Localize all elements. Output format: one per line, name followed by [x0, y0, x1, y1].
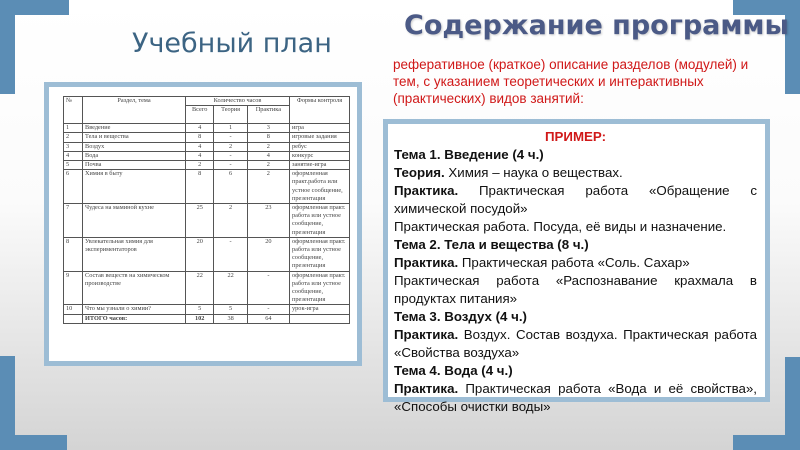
theme-2-practice [394, 254, 757, 272]
table-row [64, 271, 350, 305]
corner-decoration-bottom-right [733, 435, 800, 450]
cell-practice: 4 [247, 151, 289, 160]
practice-label: Практика. [394, 327, 459, 342]
cell-total: 8 [186, 170, 214, 204]
cell-practice: 3 [247, 124, 289, 133]
cell-num: 8 [64, 237, 83, 271]
cell-total: 4 [186, 124, 214, 133]
program-content-box [383, 119, 770, 414]
practice-label: Практика. [394, 183, 459, 198]
theme-1-theory [394, 164, 757, 182]
cell-total: 25 [186, 204, 214, 238]
cell-topic: Тела и вещества [83, 133, 186, 142]
cell-theory: 1 [214, 124, 247, 133]
table-row [64, 305, 350, 314]
cell-control: урок-игра [290, 305, 350, 314]
theme-1-title: Тема 1. Введение (4 ч.) [394, 147, 544, 162]
curriculum-table [63, 96, 350, 324]
cell-control: ребус [290, 142, 350, 151]
total-hours: 102 [186, 314, 214, 323]
cell-topic: Воздух [83, 142, 186, 151]
cell-topic: Введение [83, 124, 186, 133]
cell-theory: 2 [214, 142, 247, 151]
cell-topic: Вода [83, 151, 186, 160]
cell-topic: Состав веществ на химическом производстве [83, 271, 186, 305]
cell-theory: - [214, 133, 247, 142]
cell-num: 7 [64, 204, 83, 238]
left-title: Учебный план [132, 28, 332, 59]
cell-num [64, 314, 83, 323]
example-label: ПРИМЕР: [544, 129, 607, 144]
cell-control: оформленная практ.работа или устное сообщение, презентация [290, 170, 350, 204]
cell-practice: - [247, 305, 289, 314]
theme-3-title: Тема 3. Воздух (4 ч.) [394, 309, 527, 324]
corner-decoration-top-left-vertical [0, 0, 15, 94]
table-row [64, 133, 350, 142]
theme-2-title: Тема 2. Тела и вещества (8 ч.) [394, 237, 589, 252]
practice-text: Практическая работа «Вода и её свойства», «Способы очистки воды» [394, 381, 757, 414]
cell-num: 6 [64, 170, 83, 204]
right-title: Содержание программы [404, 10, 789, 41]
table-row [64, 204, 350, 238]
cell-control: занятие-игра [290, 161, 350, 170]
header-theory: Теория [214, 106, 247, 124]
header-topic: Раздел, тема [83, 97, 186, 124]
total-label: ИТОГО часов: [83, 314, 186, 323]
table-row [64, 237, 350, 271]
cell-num: 10 [64, 305, 83, 314]
practice-label: Практика. [394, 381, 459, 396]
cell-num: 5 [64, 161, 83, 170]
cell-practice: 2 [247, 170, 289, 204]
cell-num: 9 [64, 271, 83, 305]
cell-total: 4 [186, 142, 214, 151]
cell-control [290, 314, 350, 323]
cell-control: оформленная практ. работа или устное сообщение, презентация [290, 204, 350, 238]
cell-control: оформленная практ. работа или устное сообщение, презентация [290, 237, 350, 271]
cell-theory: - [214, 151, 247, 160]
cell-practice: 23 [247, 204, 289, 238]
header-hours: Количество часов [186, 97, 290, 106]
cell-total: 2 [186, 161, 214, 170]
cell-topic: Почва [83, 161, 186, 170]
table-row [64, 124, 350, 133]
theme-4-practice [394, 380, 757, 416]
practice-text: Практическая работа «Обращение с химической посудой» [394, 183, 757, 216]
cell-practice: 2 [247, 161, 289, 170]
header-num: № [64, 97, 83, 124]
cell-theory: 6 [214, 170, 247, 204]
cell-topic: Что мы узнали о химии? [83, 305, 186, 314]
cell-control: оформленная практ. работа или устное сообщение, презентация [290, 271, 350, 305]
cell-topic: Химия в быту [83, 170, 186, 204]
cell-total: 22 [186, 271, 214, 305]
header-practice: Практика [247, 106, 289, 124]
curriculum-table-image [44, 82, 362, 366]
theme-1-extra: Практическая работа. Посуда, её виды и назначение. [394, 219, 727, 234]
cell-num: 2 [64, 133, 83, 142]
corner-decoration-bottom-left [0, 435, 67, 450]
total-practice: 64 [247, 314, 289, 323]
theme-2-extra: Практическая работа «Распознавание крахмала в продуктах питания» [394, 273, 757, 306]
cell-theory: 22 [214, 271, 247, 305]
theme-1-practice [394, 182, 757, 218]
theme-4-title: Тема 4. Вода (4 ч.) [394, 363, 513, 378]
cell-total: 5 [186, 305, 214, 314]
cell-control: игровые задания [290, 133, 350, 142]
practice-label: Практика. [394, 255, 459, 270]
cell-theory: - [214, 237, 247, 271]
cell-num: 1 [64, 124, 83, 133]
cell-topic: Чудеса на маминой кухне [83, 204, 186, 238]
cell-num: 4 [64, 151, 83, 160]
cell-practice: 2 [247, 142, 289, 151]
cell-total: 4 [186, 151, 214, 160]
cell-practice: - [247, 271, 289, 305]
table-row [64, 170, 350, 204]
table-row [64, 161, 350, 170]
cell-total: 8 [186, 133, 214, 142]
cell-topic: Увлекательная химия для экспериментаторов [83, 237, 186, 271]
cell-theory: 5 [214, 305, 247, 314]
cell-practice: 8 [247, 133, 289, 142]
cell-control: конкурс [290, 151, 350, 160]
header-control: Формы контроля [290, 97, 350, 124]
cell-control: игра [290, 124, 350, 133]
cell-practice: 20 [247, 237, 289, 271]
practice-text: Практическая работа «Соль. Сахар» [458, 255, 690, 270]
theory-label: Теория. [394, 165, 445, 180]
table-row [64, 151, 350, 160]
cell-theory: 2 [214, 204, 247, 238]
header-total: Всего [186, 106, 214, 124]
cell-num: 3 [64, 142, 83, 151]
table-row [64, 142, 350, 151]
theory-text: Химия – наука о веществах. [444, 165, 623, 180]
practice-text: Воздух. Состав воздуха. Практическая работа «Свойства воздуха» [394, 327, 757, 360]
total-theory: 38 [214, 314, 247, 323]
cell-theory: - [214, 161, 247, 170]
intro-text: реферативное (краткое) описание разделов (модулей) и тем, с указанием теоретических и интерактивных (практических) видов занятий: [393, 57, 749, 106]
cell-total: 20 [186, 237, 214, 271]
theme-3-practice [394, 326, 757, 362]
table-total-row [64, 314, 350, 323]
